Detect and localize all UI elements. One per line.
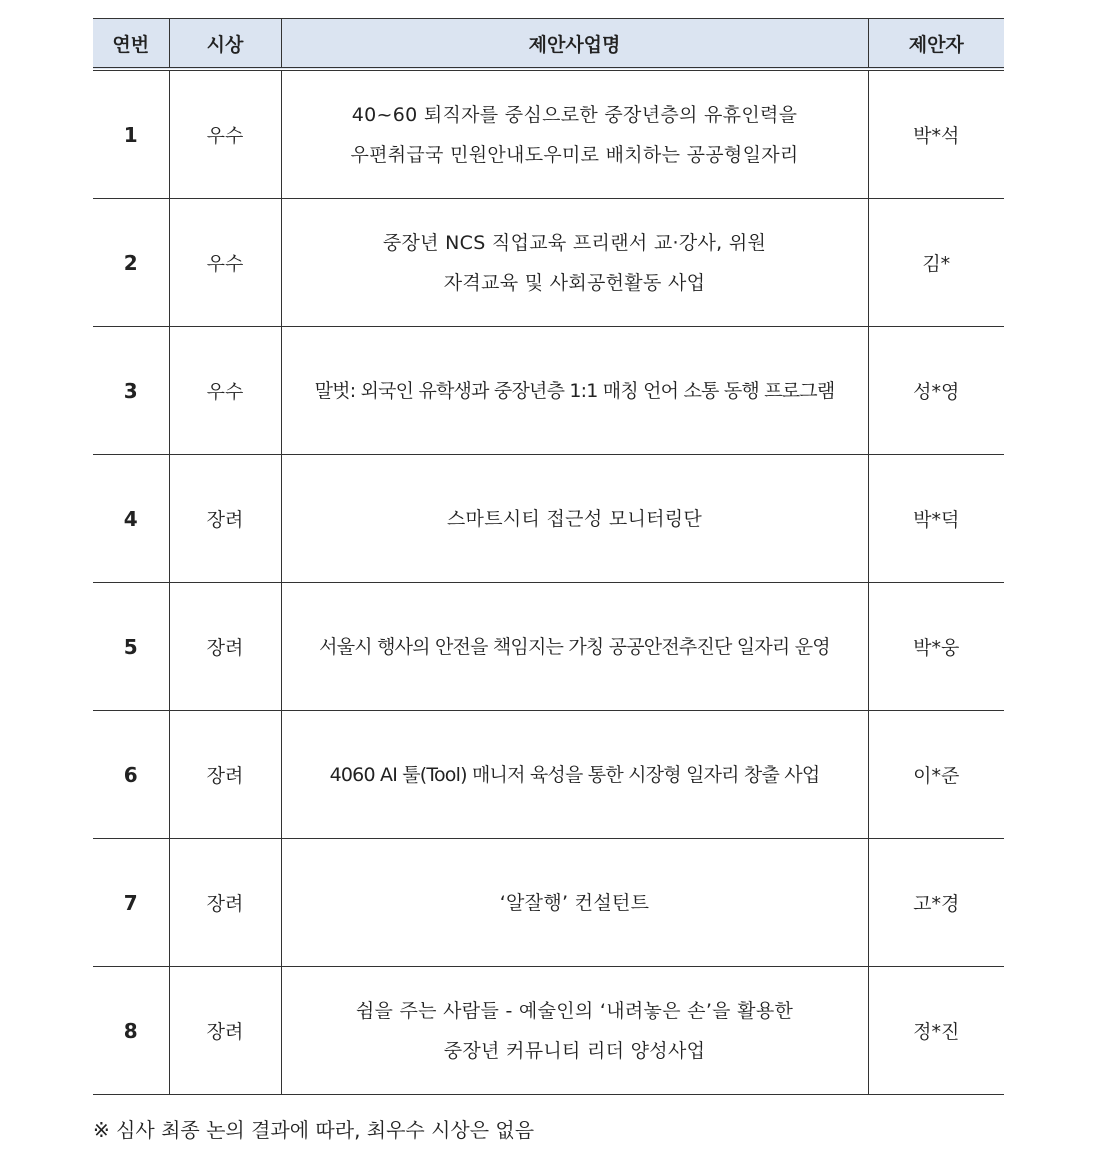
row-author: 박*웅 — [868, 583, 1004, 711]
awards-table-container — [93, 18, 1004, 1095]
row-title-line: 우편취급국 민원안내도우미로 배치하는 공공형일자리 — [350, 143, 799, 166]
row-title-line: ‘알잘행’ 컨설턴트 — [499, 891, 650, 914]
row-author: 박*덕 — [868, 455, 1004, 583]
row-no: 8 — [93, 967, 169, 1095]
row-no: 2 — [93, 199, 169, 327]
row-author: 박*석 — [868, 69, 1004, 199]
row-title-line: 자격교육 및 사회공헌활동 사업 — [443, 271, 706, 294]
table-row — [93, 69, 1004, 199]
row-title — [281, 327, 868, 455]
table-row — [93, 455, 1004, 583]
table-row — [93, 199, 1004, 327]
awards-table — [93, 18, 1004, 1095]
row-award: 장려 — [169, 583, 281, 711]
row-title — [281, 583, 868, 711]
row-title-line: 스마트시티 접근성 모니터링단 — [446, 507, 703, 530]
row-no: 6 — [93, 711, 169, 839]
row-award: 장려 — [169, 839, 281, 967]
row-title — [281, 455, 868, 583]
table-row — [93, 327, 1004, 455]
row-award: 우수 — [169, 69, 281, 199]
footnote: ※ 심사 최종 논의 결과에 따라, 최우수 시상은 없음 — [93, 1118, 535, 1142]
row-title — [281, 199, 868, 327]
row-title-line: 40~60 퇴직자를 중심으로한 중장년층의 유휴인력을 — [351, 103, 798, 126]
row-title-line: 말벗: 외국인 유학생과 중장년층 1:1 매칭 언어 소통 동행 프로그램 — [314, 379, 835, 402]
row-title — [281, 711, 868, 839]
table-body — [93, 69, 1004, 1095]
row-title-line: 중장년 커뮤니티 리더 양성사업 — [443, 1039, 706, 1062]
row-title — [281, 839, 868, 967]
row-title-line: 4060 AI 툴(Tool) 매니저 육성을 통한 시장형 일자리 창출 사업 — [329, 763, 820, 786]
table-header-row — [93, 19, 1004, 70]
header-no: 연번 — [93, 19, 169, 70]
row-award: 우수 — [169, 327, 281, 455]
header-award: 시상 — [169, 19, 281, 70]
header-author: 제안자 — [868, 19, 1004, 70]
row-award: 장려 — [169, 455, 281, 583]
row-author: 김* — [868, 199, 1004, 327]
table-row — [93, 967, 1004, 1095]
row-no: 1 — [93, 69, 169, 199]
row-author: 고*경 — [868, 839, 1004, 967]
row-title-line: 중장년 NCS 직업교육 프리랜서 교·강사, 위원 — [382, 231, 767, 254]
row-title-line: 서울시 행사의 안전을 책임지는 가칭 공공안전추진단 일자리 운영 — [319, 635, 830, 658]
row-no: 4 — [93, 455, 169, 583]
table-row — [93, 583, 1004, 711]
row-title — [281, 69, 868, 199]
row-award: 장려 — [169, 967, 281, 1095]
row-award: 우수 — [169, 199, 281, 327]
row-no: 5 — [93, 583, 169, 711]
header-title: 제안사업명 — [281, 19, 868, 70]
row-no: 7 — [93, 839, 169, 967]
row-title — [281, 967, 868, 1095]
row-title-line: 쉼을 주는 사람들 - 예술인의 ‘내려놓은 손’을 활용한 — [355, 999, 794, 1022]
row-author: 정*진 — [868, 967, 1004, 1095]
table-row — [93, 839, 1004, 967]
row-no: 3 — [93, 327, 169, 455]
row-author: 이*준 — [868, 711, 1004, 839]
table-row — [93, 711, 1004, 839]
row-author: 성*영 — [868, 327, 1004, 455]
row-award: 장려 — [169, 711, 281, 839]
